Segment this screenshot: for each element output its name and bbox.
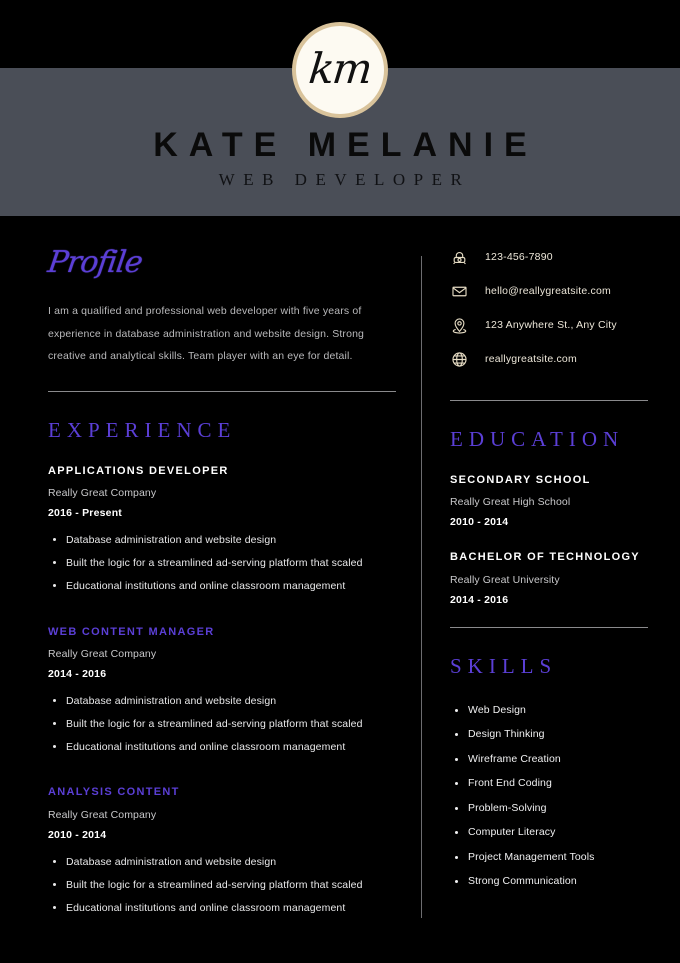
- education-entry: [450, 550, 650, 605]
- list-item: Educational institutions and online classroom management: [66, 901, 396, 915]
- envelope-icon: [450, 282, 468, 300]
- contact-item-address[interactable]: [450, 316, 650, 334]
- list-item: Web Design: [468, 704, 650, 716]
- experience-entry: [48, 625, 396, 755]
- entry-dates: 2010 - 2014: [450, 516, 509, 529]
- left-column: [45, 245, 396, 924]
- contact-item-website[interactable]: [450, 350, 650, 368]
- entry-title: ANALYSIS CONTENT: [48, 786, 180, 799]
- list-item: Educational institutions and online classroom management: [66, 579, 396, 593]
- list-item: Wireframe Creation: [468, 753, 650, 765]
- list-item: Database administration and website design: [66, 694, 396, 708]
- location-icon: [450, 316, 468, 334]
- list-item: Problem-Solving: [468, 802, 650, 814]
- entry-dates: 2014 - 2016: [450, 593, 509, 606]
- contact-value: 123 Anywhere St., Any City: [485, 319, 617, 331]
- column-divider: [421, 256, 422, 918]
- contact-item-email[interactable]: [450, 282, 650, 300]
- phone-icon: [450, 248, 468, 266]
- experience-entry: [48, 464, 396, 594]
- education-entry: [450, 473, 650, 528]
- entry-dates: 2014 - 2016: [48, 667, 107, 680]
- list-item: Project Management Tools: [468, 851, 650, 863]
- contact-item-phone[interactable]: [450, 248, 650, 266]
- skills-heading: SKILLS: [450, 653, 558, 678]
- entry-organization: Really Great Company: [48, 647, 157, 660]
- entry-organization: Really Great High School: [450, 496, 571, 509]
- experience-heading: EXPERIENCE: [48, 417, 237, 442]
- contact-value: reallygreatsite.com: [485, 353, 577, 365]
- list-item: Strong Communication: [468, 875, 650, 887]
- entry-bullets: [48, 533, 396, 594]
- list-item: Database administration and website design: [66, 855, 396, 869]
- list-item: Built the logic for a streamlined ad-serving platform that scaled: [66, 717, 396, 731]
- entry-title: SECONDARY SCHOOL: [450, 474, 591, 486]
- job-title: WEB DEVELOPER: [218, 169, 471, 189]
- logo-circle: [292, 22, 388, 118]
- entry-title: BACHELOR OF TECHNOLOGY: [450, 551, 640, 564]
- list-item: Front End Coding: [468, 777, 650, 789]
- profile-body: I am a qualified and professional web developer with five years of experience in database administration and website design. Strong creative and analytical skills. Team player with an eye for detail.: [48, 305, 365, 363]
- list-item: Built the logic for a streamlined ad-serving platform that scaled: [66, 556, 396, 570]
- page-title: KATE MELANIE: [153, 126, 538, 164]
- education-heading: EDUCATION: [450, 427, 625, 451]
- experience-entry: [48, 785, 396, 915]
- entry-title: WEB CONTENT MANAGER: [48, 625, 215, 638]
- contact-list: [450, 248, 650, 368]
- entry-bullets: [48, 694, 396, 755]
- globe-icon: [450, 350, 468, 368]
- entry-dates: 2010 - 2014: [48, 828, 107, 841]
- entry-title: APPLICATIONS DEVELOPER: [48, 464, 229, 477]
- logo-monogram: km: [306, 44, 374, 93]
- logo: [292, 22, 388, 118]
- entry-organization: Really Great Company: [48, 808, 157, 821]
- list-item: Design Thinking: [468, 728, 650, 740]
- entry-organization: Really Great University: [450, 573, 560, 586]
- right-column: [450, 248, 650, 900]
- list-item: Computer Literacy: [468, 826, 650, 838]
- name-block: [0, 128, 680, 190]
- entry-bullets: [48, 855, 396, 916]
- contact-value: 123-456-7890: [485, 251, 553, 263]
- list-item: Database administration and website design: [66, 533, 396, 547]
- list-item: Built the logic for a streamlined ad-serving platform that scaled: [66, 878, 396, 892]
- list-item: Educational institutions and online classroom management: [66, 740, 396, 754]
- profile-heading: Profile: [45, 245, 145, 280]
- skills-list: [450, 704, 650, 888]
- contact-value: hello@reallygreatsite.com: [485, 285, 611, 297]
- entry-dates: 2016 - Present: [48, 506, 123, 519]
- entry-organization: Really Great Company: [48, 486, 157, 499]
